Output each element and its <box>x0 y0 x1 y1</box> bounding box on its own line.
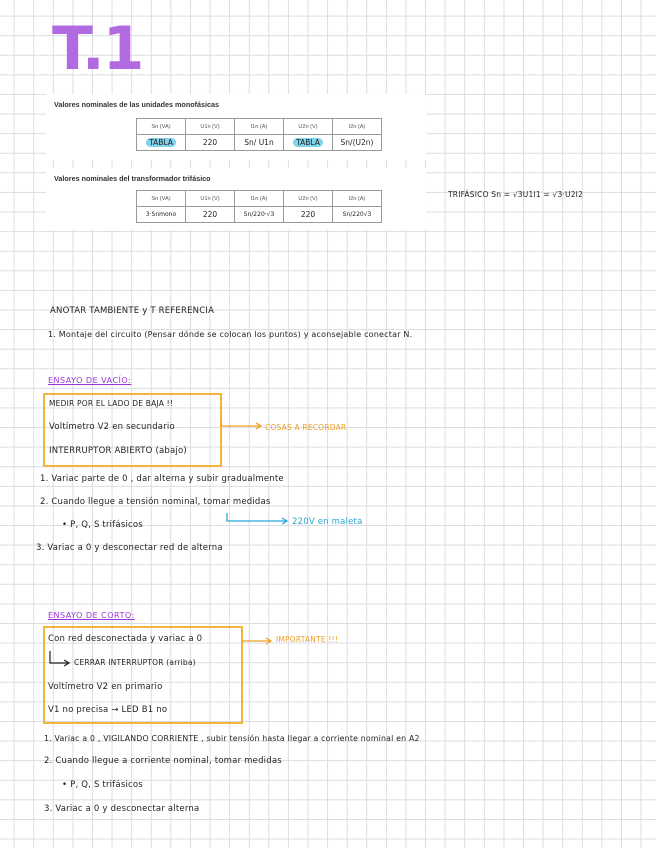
tri-header-u1n: U1n (V) <box>186 191 235 207</box>
vacio-step-3: 3. Variac a 0 y desconectar red de alterna <box>36 543 223 553</box>
vacio-callout: COSAS A RECORDAR <box>265 423 347 432</box>
page-title: T.1 <box>52 14 143 84</box>
corto-step-2: 2. Cuando llegue a corriente nominal, tomar medidas <box>44 756 282 766</box>
tri-header-u2n: U2n (V) <box>284 191 333 207</box>
corto-step-1: 1. Variac a 0 , VIGILANDO CORRIENTE , subir tensión hasta llegar a corriente nominal en A2 <box>44 734 420 743</box>
arrow-right-icon <box>220 420 264 432</box>
mono-value-u1n: 220 <box>186 135 235 151</box>
mono-header-u1n: U1n (V) <box>186 119 235 135</box>
corto-callout: IMPORTANTE !!! <box>276 635 339 644</box>
mono-table-caption: Valores nominales de las unidades monofásicas <box>54 100 219 109</box>
tri-table <box>136 190 382 223</box>
corto-box-line-1: Con red desconectada y variac a 0 <box>48 634 203 644</box>
tri-value-i2n: Sn/220√3 <box>333 207 382 223</box>
mono-value-i2n: Sn/(U2n) <box>333 135 382 151</box>
vacio-heading: ENSAYO DE VACÍO: <box>48 376 132 385</box>
note-montaje: 1. Montaje del circuito (Pensar dónde se colocan los puntos) y aconsejable conectar N. <box>48 330 413 339</box>
tri-value-sn: 3·Snmono <box>137 207 186 223</box>
vacio-box-line-3: INTERRUPTOR ABIERTO (abajo) <box>49 446 187 456</box>
tri-table-panel <box>46 168 426 230</box>
vacio-step-2-bullet: • P, Q, S trifásicos <box>62 520 143 530</box>
mono-header-u2n: U2n (V) <box>284 119 333 135</box>
vacio-box-line-1: MEDIR POR EL LADO DE BAJA !! <box>49 399 174 408</box>
corto-box-line-2: CERRAR INTERRUPTOR (arriba) <box>74 658 196 667</box>
tri-value-u2n: 220 <box>284 207 333 223</box>
corto-box-line-4: V1 no precisa → LED B1 no <box>48 705 168 715</box>
corto-box-line-3: Voltímetro V2 en primario <box>48 682 163 692</box>
mono-table <box>136 118 382 151</box>
corto-step-3: 3. Variac a 0 y desconectar alterna <box>44 804 200 814</box>
tri-value-u1n: 220 <box>186 207 235 223</box>
note-ambient-temp: ANOTAR TAMBIENTE y T REFERENCIA <box>50 306 215 316</box>
vacio-blue-note: 220V en maleta <box>292 517 363 527</box>
mono-header-i1n: I1n (A) <box>235 119 284 135</box>
mono-table-panel <box>46 94 426 160</box>
vacio-step-1: 1. Variac parte de 0 , dar alterna y subir gradualmente <box>40 474 284 484</box>
trifasico-formula: TRIFÁSICO Sn = √3U1I1 = √3·U2I2 <box>448 190 584 199</box>
arrow-right-icon <box>240 635 274 647</box>
arrow-right-icon <box>226 512 290 526</box>
mono-header-i2n: I2n (A) <box>333 119 382 135</box>
tri-table-caption: Valores nominales del transformador trifásico <box>54 174 211 183</box>
tri-header-sn: Sn (VA) <box>137 191 186 207</box>
mono-value-i1n: Sn/ U1n <box>235 135 284 151</box>
mono-header-sn: Sn (VA) <box>137 119 186 135</box>
corto-step-2-bullet: • P, Q, S trifásicos <box>62 780 143 790</box>
tri-value-i1n: Sn/220·√3 <box>235 207 284 223</box>
return-arrow-icon <box>48 650 72 668</box>
corto-heading: ENSAYO DE CORTO: <box>48 611 135 620</box>
vacio-box-line-2: Voltímetro V2 en secundario <box>49 422 175 432</box>
vacio-step-2: 2. Cuando llegue a tensión nominal, tomar medidas <box>40 497 271 507</box>
mono-value-u2n: TABLA <box>284 135 333 151</box>
tri-header-i1n: I1n (A) <box>235 191 284 207</box>
mono-value-sn: TABLA <box>137 135 186 151</box>
tri-header-i2n: I2n (A) <box>333 191 382 207</box>
